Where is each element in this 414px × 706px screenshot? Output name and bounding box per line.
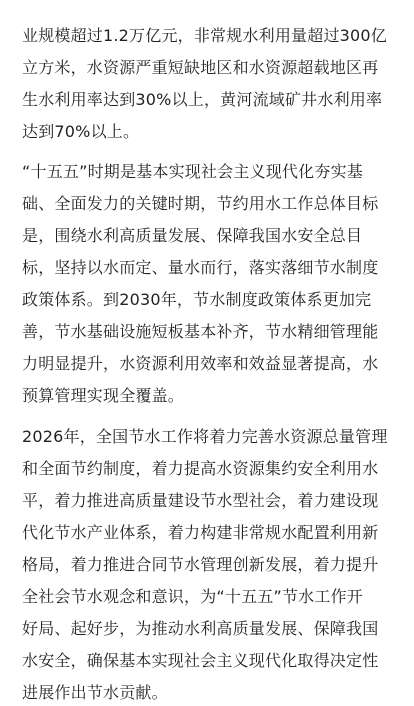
paragraph-2-line-3: 是，围绕水利高质量发展、保障我国水安全总目	[22, 226, 363, 245]
paragraph-1-line-1: 业规模超过1.2万亿元，非常规水利用量超过300亿	[22, 26, 387, 45]
paragraph-3-line-2: 和全面节约制度，着力提高水资源集约安全利用水	[22, 459, 379, 478]
paragraph-2-line-2: 础、全面发力的关键时期，节约用水工作总体目标	[22, 194, 379, 213]
paragraph-1-line-4: 达到70%以上。	[22, 122, 140, 141]
paragraph-2-line-1: “十五五”时期是基本实现社会主义现代化夯实基	[22, 162, 363, 181]
paragraph-3-line-4: 代化节水产业体系，着力构建非常规水配置利用新	[22, 523, 379, 542]
paragraph-3-line-8: 水安全，确保基本实现社会主义现代化取得决定性	[22, 651, 379, 670]
paragraph-2-line-4: 标，坚持以水而定、量水而行，落实落细节水制度	[22, 258, 379, 277]
paragraph-3-line-5: 格局，着力推进合同节水管理创新发展，着力提升	[22, 555, 379, 574]
paragraph-1-line-3: 生水利用率达到30%以上，黄河流域矿井水利用率	[22, 90, 383, 109]
paragraph-3-line-7: 好局、起好步，为推动水利高质量发展、保障我国	[22, 619, 379, 638]
paragraph-2-line-5: 政策体系。到2030年，节水制度政策体系更加完	[22, 290, 372, 309]
paragraph-2-line-6: 善，节水基础设施短板基本补齐，节水精细管理能	[22, 322, 379, 341]
paragraph-2-line-8: 预算管理实现全覆盖。	[22, 386, 185, 405]
paragraph-3-line-3: 平，着力推进高质量建设节水型社会，着力建设现	[22, 491, 379, 510]
paragraph-1-line-2: 立方米，水资源严重短缺地区和水资源超载地区再	[22, 58, 379, 77]
paragraph-3-line-6: 全社会节水观念和意识，为“十五五”节水工作开	[22, 587, 363, 606]
paragraph-3-line-1: 2026年，全国节水工作将着力完善水资源总量管理	[22, 427, 388, 446]
paragraph-3-line-9: 进展作出节水贡献。	[22, 683, 168, 702]
paragraph-2-line-7: 力明显提升，水资源利用效率和效益显著提高，水	[22, 354, 379, 373]
